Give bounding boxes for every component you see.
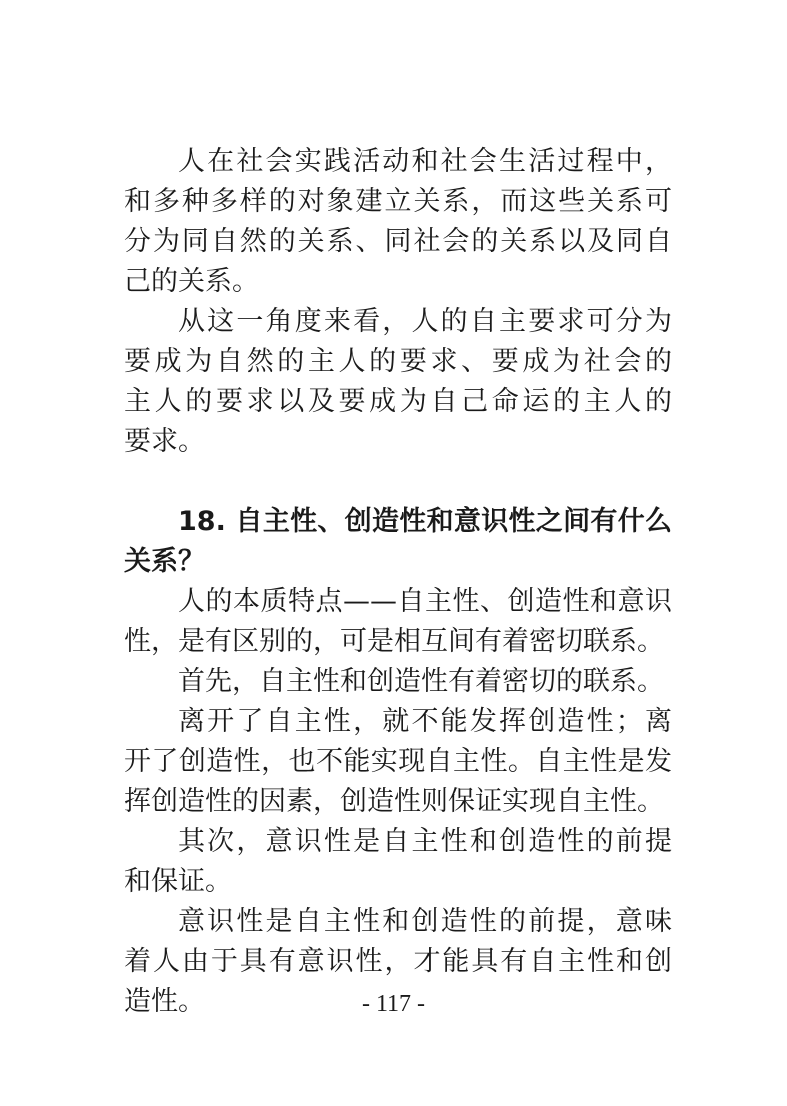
text-line: 开了创造性，也不能实现自主性。自主性是发 xyxy=(124,746,672,777)
text-line: 和保证。 xyxy=(124,866,232,897)
paragraph xyxy=(124,302,672,462)
paragraph xyxy=(124,662,672,702)
text-line: 和多种多样的对象建立关系，而这些关系可 xyxy=(124,186,672,217)
text-line: 要求。 xyxy=(124,426,205,457)
text-line: 己的关系。 xyxy=(124,266,259,297)
text-line: 首先，自主性和创造性有着密切的联系。 xyxy=(178,666,664,697)
text-line: 造性。 xyxy=(124,986,205,1017)
text-line: 人的本质特点——自主性、创造性和意识 xyxy=(178,586,672,617)
text-line: 要成为自然的主人的要求、要成为社会的 xyxy=(124,346,672,377)
paragraph xyxy=(124,142,672,302)
paragraph xyxy=(124,822,672,902)
page-body xyxy=(124,142,672,1022)
text-line: 着人由于具有意识性，才能具有自主性和创 xyxy=(124,946,672,977)
text-line: 性，是有区别的，可是相互间有着密切联系。 xyxy=(124,626,664,657)
page-number: - 117 - xyxy=(361,991,426,1017)
text-line: 离开了自主性，就不能发挥创造性；离 xyxy=(178,706,672,737)
text-line: 分为同自然的关系、同社会的关系以及同自 xyxy=(124,226,672,257)
text-line: 主人的要求以及要成为自己命运的主人的 xyxy=(124,386,672,417)
text-line: 其次，意识性是自主性和创造性的前提 xyxy=(178,826,672,857)
text-line: 从这一角度来看，人的自主要求可分为 xyxy=(178,306,672,337)
heading-line: 18. 自主性、创造性和意识性之间有什么 xyxy=(178,506,672,537)
paragraph xyxy=(124,702,672,822)
text-line: 挥创造性的因素，创造性则保证实现自主性。 xyxy=(124,786,664,817)
section-spacer xyxy=(124,462,672,502)
paragraph xyxy=(124,582,672,662)
text-line: 意识性是自主性和创造性的前提，意味 xyxy=(178,906,672,937)
question-heading xyxy=(124,502,672,582)
heading-line: 关系？ xyxy=(124,546,205,577)
text-line: 人在社会实践活动和社会生活过程中， xyxy=(178,146,672,177)
